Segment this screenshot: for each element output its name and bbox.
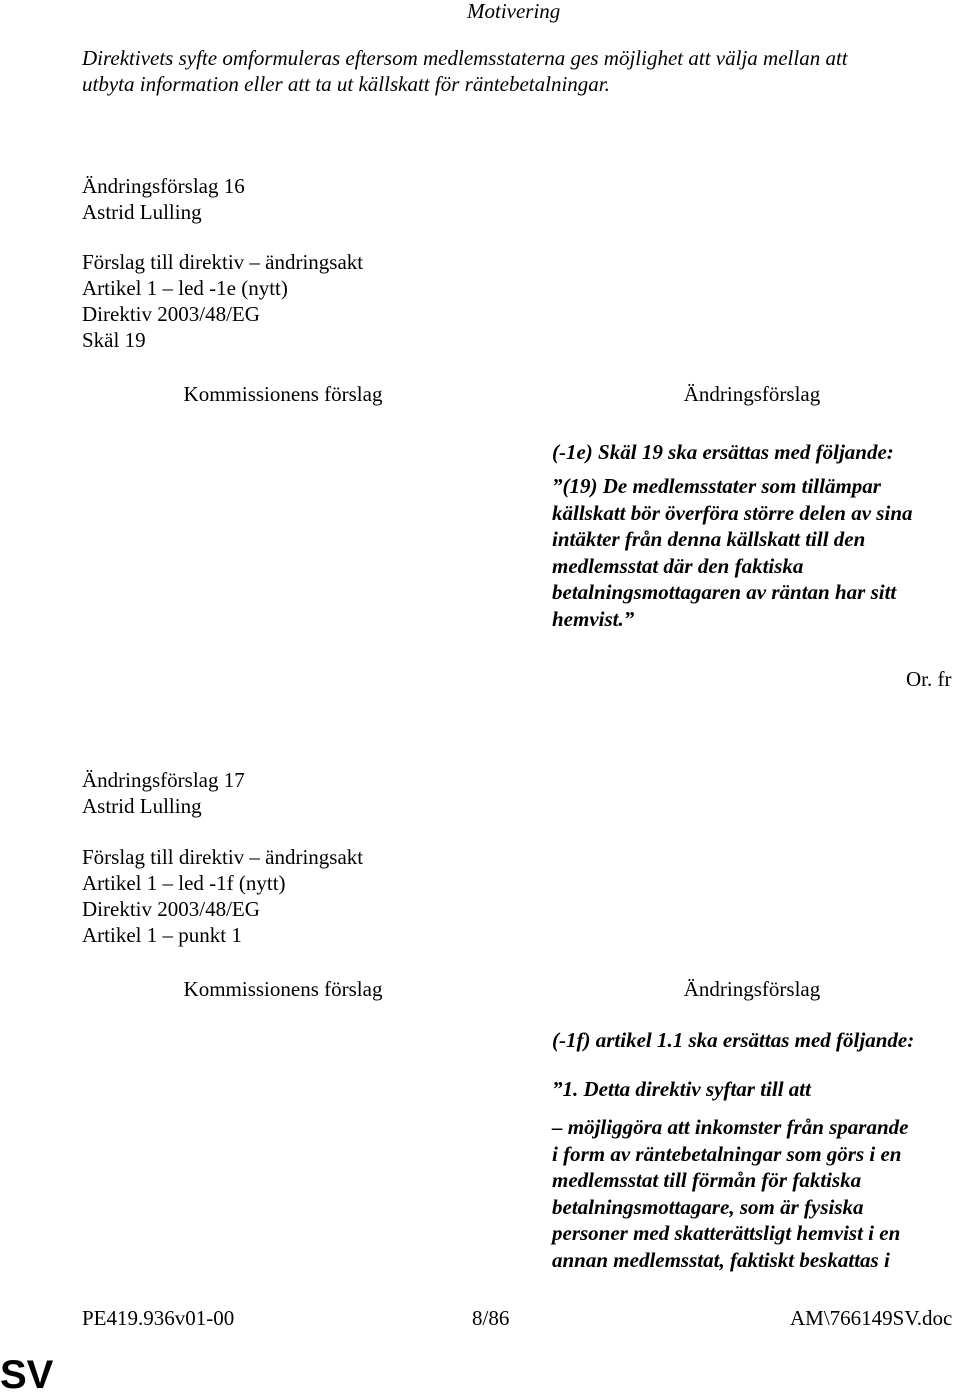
amendment-column-heading: Ändringsförslag: [683, 382, 821, 406]
amendment-text-line: hemvist.”: [552, 607, 635, 631]
amendment-author: Astrid Lulling: [82, 794, 202, 818]
amendment-text-line: källskatt bör överföra större delen av sina: [552, 501, 913, 525]
amendment-text-line: betalningsmottagaren av räntan har sitt: [552, 580, 897, 604]
proposal-title: Förslag till direktiv – ändringsakt: [82, 845, 364, 869]
footer-file-name: AM\766149SV.doc: [790, 1306, 953, 1330]
amendment-intro: (-1e) Skäl 19 ska ersättas med följande:: [552, 440, 894, 464]
amendment-text-line: betalningsmottagare, som är fysiska: [552, 1195, 864, 1219]
amendment-intro: (-1f) artikel 1.1 ska ersättas med följande:: [552, 1028, 915, 1052]
motivering-line-2: utbyta information eller att ta ut källskatt för räntebetalningar.: [82, 72, 610, 96]
amendment-text-line: personer med skatterättsligt hemvist i en: [552, 1221, 901, 1245]
amendment-point-heading: ”1. Detta direktiv syftar till att: [552, 1077, 811, 1101]
directive-reference: Direktiv 2003/48/EG: [82, 302, 260, 326]
amendment-text-line: ”(19) De medlemsstater som tillämpar: [552, 474, 881, 498]
commission-proposal-heading: Kommissionens förslag: [183, 977, 383, 1001]
amendment-title: Ändringsförslag 17: [82, 768, 245, 792]
commission-proposal-heading: Kommissionens förslag: [183, 382, 383, 406]
amendment-author: Astrid Lulling: [82, 200, 202, 224]
amendment-text-line: medlemsstat där den faktiska: [552, 554, 804, 578]
amendment-text-line: – möjliggöra att inkomster från sparande: [552, 1115, 909, 1139]
article-reference: Artikel 1 – led -1f (nytt): [82, 871, 286, 895]
original-language: Or. fr: [906, 667, 952, 691]
proposal-title: Förslag till direktiv – ändringsakt: [82, 250, 364, 274]
article-point-reference: Artikel 1 – punkt 1: [82, 923, 242, 947]
amendment-text-line: i form av räntebetalningar som görs i en: [552, 1142, 902, 1166]
footer-page-number: 8/86: [472, 1306, 510, 1330]
footer-document-reference: PE419.936v01-00: [82, 1306, 235, 1330]
directive-reference: Direktiv 2003/48/EG: [82, 897, 260, 921]
amendment-text-line: medlemsstat till förmån för faktiska: [552, 1168, 862, 1192]
amendment-text-line: intäkter från denna källskatt till den: [552, 527, 866, 551]
amendment-title: Ändringsförslag 16: [82, 174, 245, 198]
amendment-column-heading: Ändringsförslag: [683, 977, 821, 1001]
language-code: SV: [0, 1353, 54, 1397]
motivering-heading: Motivering: [467, 0, 561, 23]
amendment-text-line: annan medlemsstat, faktiskt beskattas i: [552, 1248, 890, 1272]
motivering-line-1: Direktivets syfte omformuleras eftersom medlemsstaterna ges möjlighet att välja mellan att: [82, 46, 848, 70]
article-reference: Artikel 1 – led -1e (nytt): [82, 276, 288, 300]
recital-reference: Skäl 19: [82, 328, 146, 352]
